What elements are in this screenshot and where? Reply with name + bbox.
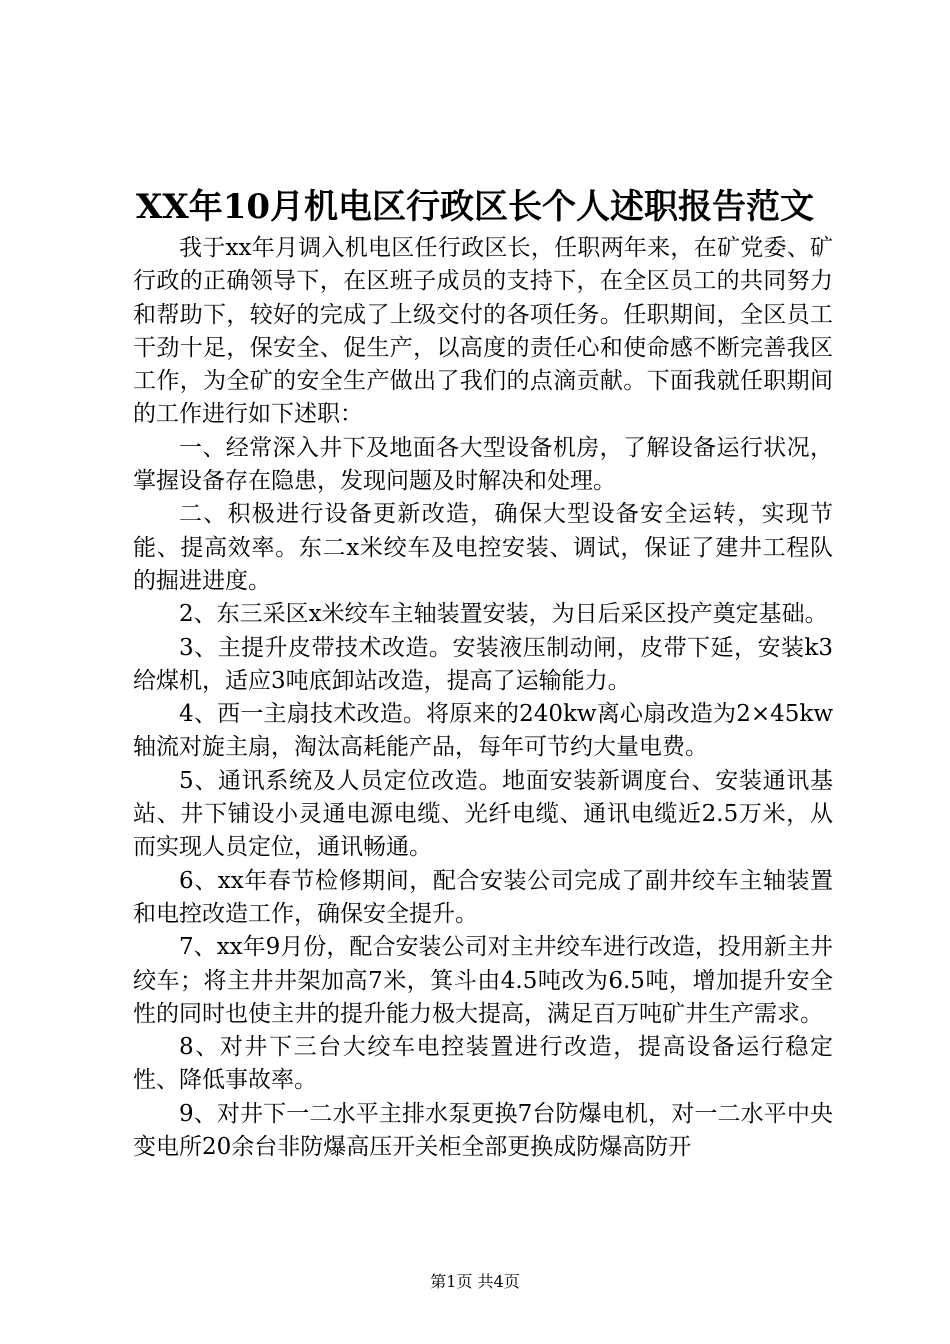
paragraph-item-2: 2、东三采区x米绞车主轴装置安装，为日后采区投产奠定基础。: [179, 601, 828, 628]
paragraph-item-3: 3、主提升皮带技术改造。安装液压制动闸，皮带下延，安装k3给煤机，适应3吨底卸站改造，提高了运输能力。: [133, 634, 833, 694]
paragraph-intro: 我于xx年月调入机电区任行政区长，任职两年来，在矿党委、矿行政的正确领导下，在区班子成员的支持下，在全区员工的共同努力和帮助下，较好的完成了上级交付的各项任务。任职期间，全区员工干劲十足，保安全、促生产，以高度的责任心和使命感不断完善我区工作，为全矿的安全生产做出了我们的点滴贡献。下面我就任职期间的工作进行如下述职：: [133, 235, 833, 428]
paragraph-section-1: 一、经常深入井下及地面各大型设备机房，了解设备运行状况，掌握设备存在隐患，发现问题及时解决和处理。: [133, 434, 833, 495]
document-title: XX年10月机电区行政区长个人述职报告范文: [135, 187, 815, 227]
document-body: [133, 232, 833, 1164]
paragraph-item-8: 8、对井下三台大绞车电控装置进行改造，提高设备运行稳定性、降低事故率。: [133, 1034, 833, 1094]
paragraph-item-4: 4、西一主扇技术改造。将原来的240kw离心扇改造为2×45kw轴流对旋主扇，淘汰高耗能产品，每年可节约大量电费。: [133, 701, 833, 761]
paragraph-section-2: 二、积极进行设备更新改造，确保大型设备安全运转，实现节能、提高效率。东二x米绞车及电控安装、调试，保证了建井工程队的掘进进度。: [133, 501, 833, 594]
page-footer: 第1页 共4页: [430, 1272, 520, 1291]
paragraph-item-5: 5、通讯系统及人员定位改造。地面安装新调度台、安装通讯基站、井下铺设小灵通电源电缆、光纤电缆、通讯电缆近2.5万米，从而实现人员定位，通讯畅通。: [133, 767, 833, 861]
paragraph-item-9: 9、对井下一二水平主排水泵更换7台防爆电机，对一二水平中央变电所20余台非防爆高压开关柜全部更换成防爆高防开: [133, 1100, 833, 1161]
paragraph-item-6: 6、xx年春节检修期间，配合安装公司完成了副井绞车主轴装置和电控改造工作，确保安全提升。: [133, 867, 833, 927]
paragraph-item-7: 7、xx年9月份，配合安装公司对主井绞车进行改造，投用新主井绞车；将主井井架加高7米，箕斗由4.5吨改为6.5吨，增加提升安全性的同时也使主井的提升能力极大提高，满足百万吨矿井生产需求。: [133, 934, 833, 1027]
